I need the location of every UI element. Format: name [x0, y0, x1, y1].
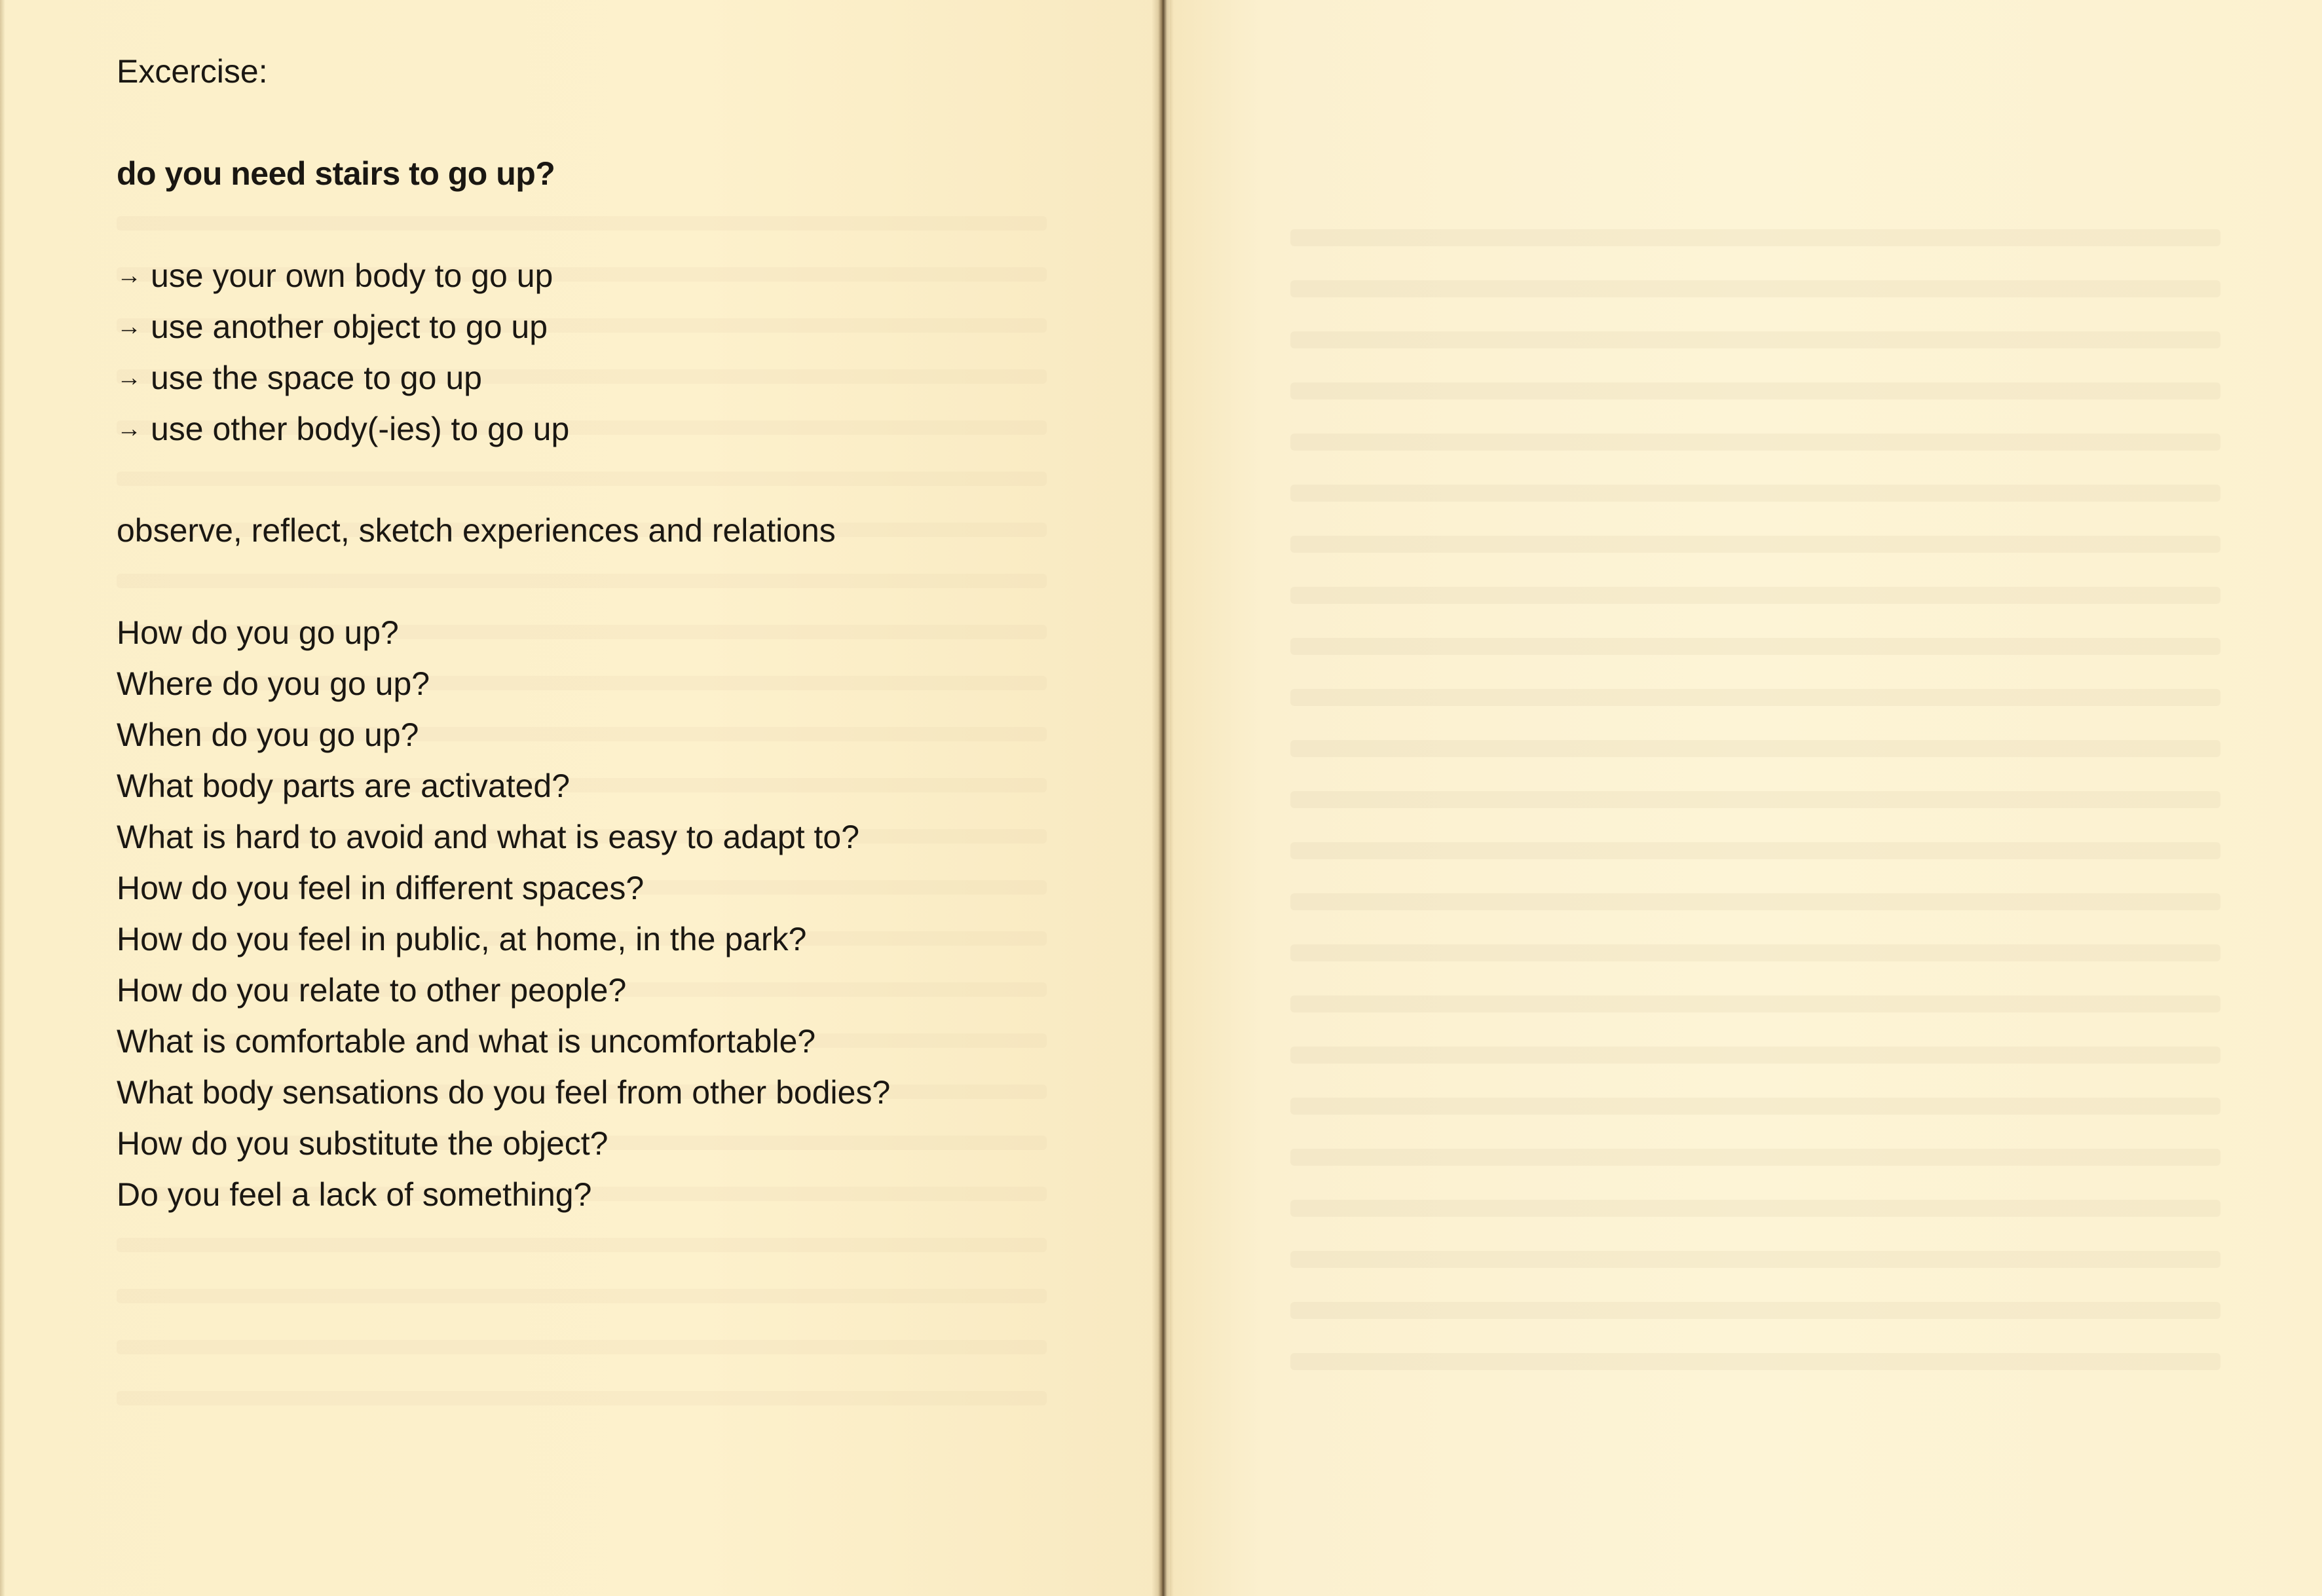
list-item	[117, 301, 1099, 352]
arrow-right-icon: →	[117, 415, 141, 443]
question-item: How do you feel in different spaces?	[117, 870, 645, 906]
arrow-right-icon: →	[117, 313, 141, 341]
exercise-label: Excercise:	[117, 53, 268, 90]
exercise-content	[117, 46, 1099, 1220]
list-item	[117, 403, 1099, 455]
page-edge	[0, 0, 5, 1596]
question-item: Where do you go up?	[117, 665, 430, 702]
question-item: How do you relate to other people?	[117, 972, 627, 1009]
question-item: What is hard to avoid and what is easy to adapt to?	[117, 819, 860, 855]
question-item: What body parts are activated?	[117, 768, 571, 804]
option-text: use your own body to go up	[151, 257, 553, 294]
question-item: What is comfortable and what is uncomfortable?	[117, 1023, 816, 1060]
instruction-text: observe, reflect, sketch experiences and relations	[117, 512, 836, 549]
option-text: use the space to go up	[151, 360, 482, 396]
arrow-right-icon: →	[117, 364, 141, 392]
option-text: use another object to go up	[151, 308, 548, 345]
question-item: Do you feel a lack of something?	[117, 1176, 592, 1213]
question-item: How do you feel in public, at home, in the park?	[117, 921, 807, 957]
book-gutter	[1152, 0, 1174, 1596]
question-item: How do you substitute the object?	[117, 1125, 609, 1162]
questions-list	[117, 607, 1099, 1220]
arrow-right-icon: →	[117, 262, 141, 289]
question-item: What body sensations do you feel from other bodies?	[117, 1074, 891, 1111]
question-item: When do you go up?	[117, 716, 419, 753]
option-text: use other body(-ies) to go up	[151, 411, 570, 447]
options-list	[117, 250, 1099, 455]
list-item	[117, 352, 1099, 403]
list-item	[117, 250, 1099, 301]
question-item: How do you go up?	[117, 614, 399, 651]
show-through-right	[1290, 229, 2220, 1404]
exercise-heading: do you need stairs to go up?	[117, 155, 555, 192]
